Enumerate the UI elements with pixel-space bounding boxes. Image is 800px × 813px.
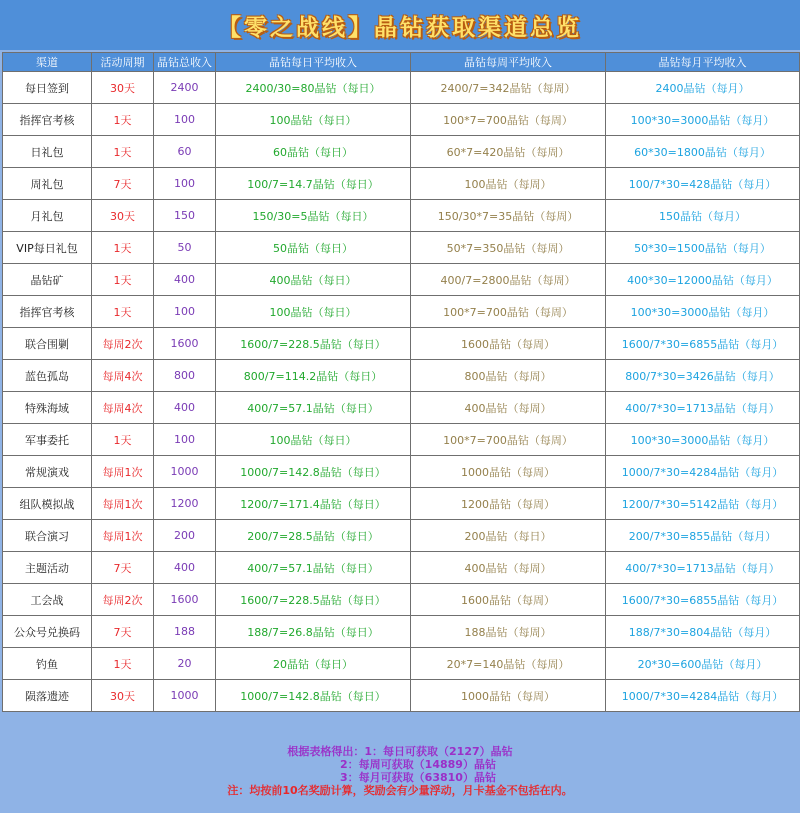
- daily-cell: 2400/30=80晶钻（每日）: [216, 72, 411, 104]
- channel-cell: 组队模拟战: [3, 488, 92, 520]
- daily-cell: 60晶钻（每日）: [216, 136, 411, 168]
- channel-cell: 日礼包: [3, 136, 92, 168]
- table-row: [3, 456, 800, 488]
- table-header-row: [3, 53, 800, 72]
- channel-cell: 每日签到: [3, 72, 92, 104]
- table-row: [3, 232, 800, 264]
- table-row: [3, 104, 800, 136]
- footnote: 注：均按前10名奖励计算，奖励会有少量浮动，月卡基金不包括在内。: [227, 784, 573, 797]
- weekly-cell: 1000晶钻（每周）: [411, 456, 606, 488]
- weekly-cell: 20*7=140晶钻（每周）: [411, 648, 606, 680]
- total-cell: 400: [154, 264, 216, 296]
- weekly-cell: 400晶钻（每周）: [411, 392, 606, 424]
- total-cell: 1000: [154, 680, 216, 712]
- period-cell: 1天: [92, 296, 154, 328]
- weekly-cell: 50*7=350晶钻（每周）: [411, 232, 606, 264]
- table-row: [3, 680, 800, 712]
- total-cell: 400: [154, 552, 216, 584]
- table-row: [3, 488, 800, 520]
- channel-cell: 晶钻矿: [3, 264, 92, 296]
- daily-cell: 150/30=5晶钻（每日）: [216, 200, 411, 232]
- header-weekly: 晶钻每周平均收入: [411, 53, 606, 72]
- channel-cell: 公众号兑换码: [3, 616, 92, 648]
- monthly-cell: 20*30=600晶钻（每月）: [606, 648, 800, 680]
- summary-line-1: 根据表格得出：1：每日可获取（2127）晶钻: [287, 745, 513, 758]
- daily-cell: 1600/7=228.5晶钻（每日）: [216, 328, 411, 360]
- daily-cell: 100/7=14.7晶钻（每日）: [216, 168, 411, 200]
- daily-cell: 188/7=26.8晶钻（每日）: [216, 616, 411, 648]
- channel-cell: 联合围剿: [3, 328, 92, 360]
- summary-line-3: 3：每月可获取（63810）晶钻: [340, 771, 496, 784]
- monthly-cell: 100*30=3000晶钻（每月）: [606, 424, 800, 456]
- weekly-cell: 60*7=420晶钻（每周）: [411, 136, 606, 168]
- channel-cell: VIP每日礼包: [3, 232, 92, 264]
- monthly-cell: 1000/7*30=4284晶钻（每月）: [606, 456, 800, 488]
- period-cell: 30天: [92, 680, 154, 712]
- channel-cell: 军事委托: [3, 424, 92, 456]
- table-row: [3, 552, 800, 584]
- daily-cell: 200/7=28.5晶钻（每日）: [216, 520, 411, 552]
- period-cell: 1天: [92, 648, 154, 680]
- daily-cell: 1000/7=142.8晶钻（每日）: [216, 456, 411, 488]
- total-cell: 2400: [154, 72, 216, 104]
- table-row: [3, 328, 800, 360]
- title-bar: [0, 0, 800, 50]
- weekly-cell: 188晶钻（每周）: [411, 616, 606, 648]
- table-row: [3, 392, 800, 424]
- period-cell: 每周4次: [92, 360, 154, 392]
- monthly-cell: 1600/7*30=6855晶钻（每月）: [606, 328, 800, 360]
- table-row: [3, 296, 800, 328]
- table-row: [3, 584, 800, 616]
- channel-cell: 蓝色孤岛: [3, 360, 92, 392]
- monthly-cell: 1600/7*30=6855晶钻（每月）: [606, 584, 800, 616]
- period-cell: 1天: [92, 104, 154, 136]
- total-cell: 1200: [154, 488, 216, 520]
- weekly-cell: 400晶钻（每周）: [411, 552, 606, 584]
- monthly-cell: 100/7*30=428晶钻（每月）: [606, 168, 800, 200]
- period-cell: 每周2次: [92, 328, 154, 360]
- monthly-cell: 150晶钻（每月）: [606, 200, 800, 232]
- weekly-cell: 200晶钻（每日）: [411, 520, 606, 552]
- header-daily: 晶钻每日平均收入: [216, 53, 411, 72]
- weekly-cell: 400/7=2800晶钻（每周）: [411, 264, 606, 296]
- monthly-cell: 400/7*30=1713晶钻（每月）: [606, 392, 800, 424]
- channel-cell: 常规演戏: [3, 456, 92, 488]
- period-cell: 1天: [92, 264, 154, 296]
- channel-cell: 周礼包: [3, 168, 92, 200]
- monthly-cell: 100*30=3000晶钻（每月）: [606, 104, 800, 136]
- total-cell: 800: [154, 360, 216, 392]
- period-cell: 7天: [92, 552, 154, 584]
- header-monthly: 晶钻每月平均收入: [606, 53, 800, 72]
- total-cell: 1000: [154, 456, 216, 488]
- channel-cell: 钓鱼: [3, 648, 92, 680]
- daily-cell: 20晶钻（每日）: [216, 648, 411, 680]
- period-cell: 7天: [92, 168, 154, 200]
- weekly-cell: 1600晶钻（每周）: [411, 584, 606, 616]
- total-cell: 200: [154, 520, 216, 552]
- monthly-cell: 1200/7*30=5142晶钻（每月）: [606, 488, 800, 520]
- channel-cell: 陨落遗迹: [3, 680, 92, 712]
- header-channel: 渠道: [3, 53, 92, 72]
- total-cell: 1600: [154, 328, 216, 360]
- monthly-cell: 1000/7*30=4284晶钻（每月）: [606, 680, 800, 712]
- period-cell: 7天: [92, 616, 154, 648]
- table-row: [3, 168, 800, 200]
- page-title: 【零之战线】晶钻获取渠道总览: [218, 14, 582, 41]
- weekly-cell: 1200晶钻（每周）: [411, 488, 606, 520]
- total-cell: 50: [154, 232, 216, 264]
- table-row: [3, 360, 800, 392]
- period-cell: 每周2次: [92, 584, 154, 616]
- total-cell: 60: [154, 136, 216, 168]
- period-cell: 30天: [92, 200, 154, 232]
- channel-cell: 主题活动: [3, 552, 92, 584]
- period-cell: 每周1次: [92, 456, 154, 488]
- total-cell: 100: [154, 424, 216, 456]
- weekly-cell: 100*7=700晶钻（每周）: [411, 104, 606, 136]
- weekly-cell: 100*7=700晶钻（每周）: [411, 424, 606, 456]
- period-cell: 30天: [92, 72, 154, 104]
- daily-cell: 100晶钻（每日）: [216, 424, 411, 456]
- monthly-cell: 400*30=12000晶钻（每月）: [606, 264, 800, 296]
- monthly-cell: 200/7*30=855晶钻（每月）: [606, 520, 800, 552]
- weekly-cell: 800晶钻（每周）: [411, 360, 606, 392]
- daily-cell: 400/7=57.1晶钻（每日）: [216, 552, 411, 584]
- daily-cell: 400晶钻（每日）: [216, 264, 411, 296]
- total-cell: 400: [154, 392, 216, 424]
- table-row: [3, 72, 800, 104]
- daily-cell: 100晶钻（每日）: [216, 296, 411, 328]
- daily-cell: 100晶钻（每日）: [216, 104, 411, 136]
- table-row: [3, 616, 800, 648]
- period-cell: 每周4次: [92, 392, 154, 424]
- weekly-cell: 150/30*7=35晶钻（每周）: [411, 200, 606, 232]
- monthly-cell: 800/7*30=3426晶钻（每月）: [606, 360, 800, 392]
- period-cell: 1天: [92, 136, 154, 168]
- total-cell: 188: [154, 616, 216, 648]
- period-cell: 每周1次: [92, 488, 154, 520]
- table-body: [3, 72, 800, 712]
- monthly-cell: 50*30=1500晶钻（每月）: [606, 232, 800, 264]
- table-row: [3, 648, 800, 680]
- table-row: [3, 424, 800, 456]
- summary-footer: [0, 740, 800, 813]
- daily-cell: 800/7=114.2晶钻（每日）: [216, 360, 411, 392]
- table-row: [3, 264, 800, 296]
- channel-cell: 特殊海域: [3, 392, 92, 424]
- daily-cell: 1600/7=228.5晶钻（每日）: [216, 584, 411, 616]
- monthly-cell: 400/7*30=1713晶钻（每月）: [606, 552, 800, 584]
- income-table: [2, 52, 800, 712]
- total-cell: 100: [154, 168, 216, 200]
- total-cell: 1600: [154, 584, 216, 616]
- channel-cell: 联合演习: [3, 520, 92, 552]
- table-row: [3, 200, 800, 232]
- channel-cell: 指挥官考核: [3, 104, 92, 136]
- weekly-cell: 100*7=700晶钻（每周）: [411, 296, 606, 328]
- header-total: 晶钻总收入: [154, 53, 216, 72]
- total-cell: 20: [154, 648, 216, 680]
- channel-cell: 月礼包: [3, 200, 92, 232]
- period-cell: 每周1次: [92, 520, 154, 552]
- daily-cell: 50晶钻（每日）: [216, 232, 411, 264]
- total-cell: 100: [154, 104, 216, 136]
- monthly-cell: 100*30=3000晶钻（每月）: [606, 296, 800, 328]
- daily-cell: 1000/7=142.8晶钻（每日）: [216, 680, 411, 712]
- daily-cell: 1200/7=171.4晶钻（每日）: [216, 488, 411, 520]
- weekly-cell: 1600晶钻（每周）: [411, 328, 606, 360]
- period-cell: 1天: [92, 232, 154, 264]
- header-period: 活动周期: [92, 53, 154, 72]
- summary-line-2: 2：每周可获取（14889）晶钻: [340, 758, 496, 771]
- weekly-cell: 2400/7=342晶钻（每周）: [411, 72, 606, 104]
- channel-cell: 工会战: [3, 584, 92, 616]
- total-cell: 150: [154, 200, 216, 232]
- table-row: [3, 136, 800, 168]
- channel-cell: 指挥官考核: [3, 296, 92, 328]
- total-cell: 100: [154, 296, 216, 328]
- weekly-cell: 100晶钻（每周）: [411, 168, 606, 200]
- monthly-cell: 60*30=1800晶钻（每月）: [606, 136, 800, 168]
- table-row: [3, 520, 800, 552]
- period-cell: 1天: [92, 424, 154, 456]
- weekly-cell: 1000晶钻（每周）: [411, 680, 606, 712]
- daily-cell: 400/7=57.1晶钻（每日）: [216, 392, 411, 424]
- monthly-cell: 2400晶钻（每月）: [606, 72, 800, 104]
- monthly-cell: 188/7*30=804晶钻（每月）: [606, 616, 800, 648]
